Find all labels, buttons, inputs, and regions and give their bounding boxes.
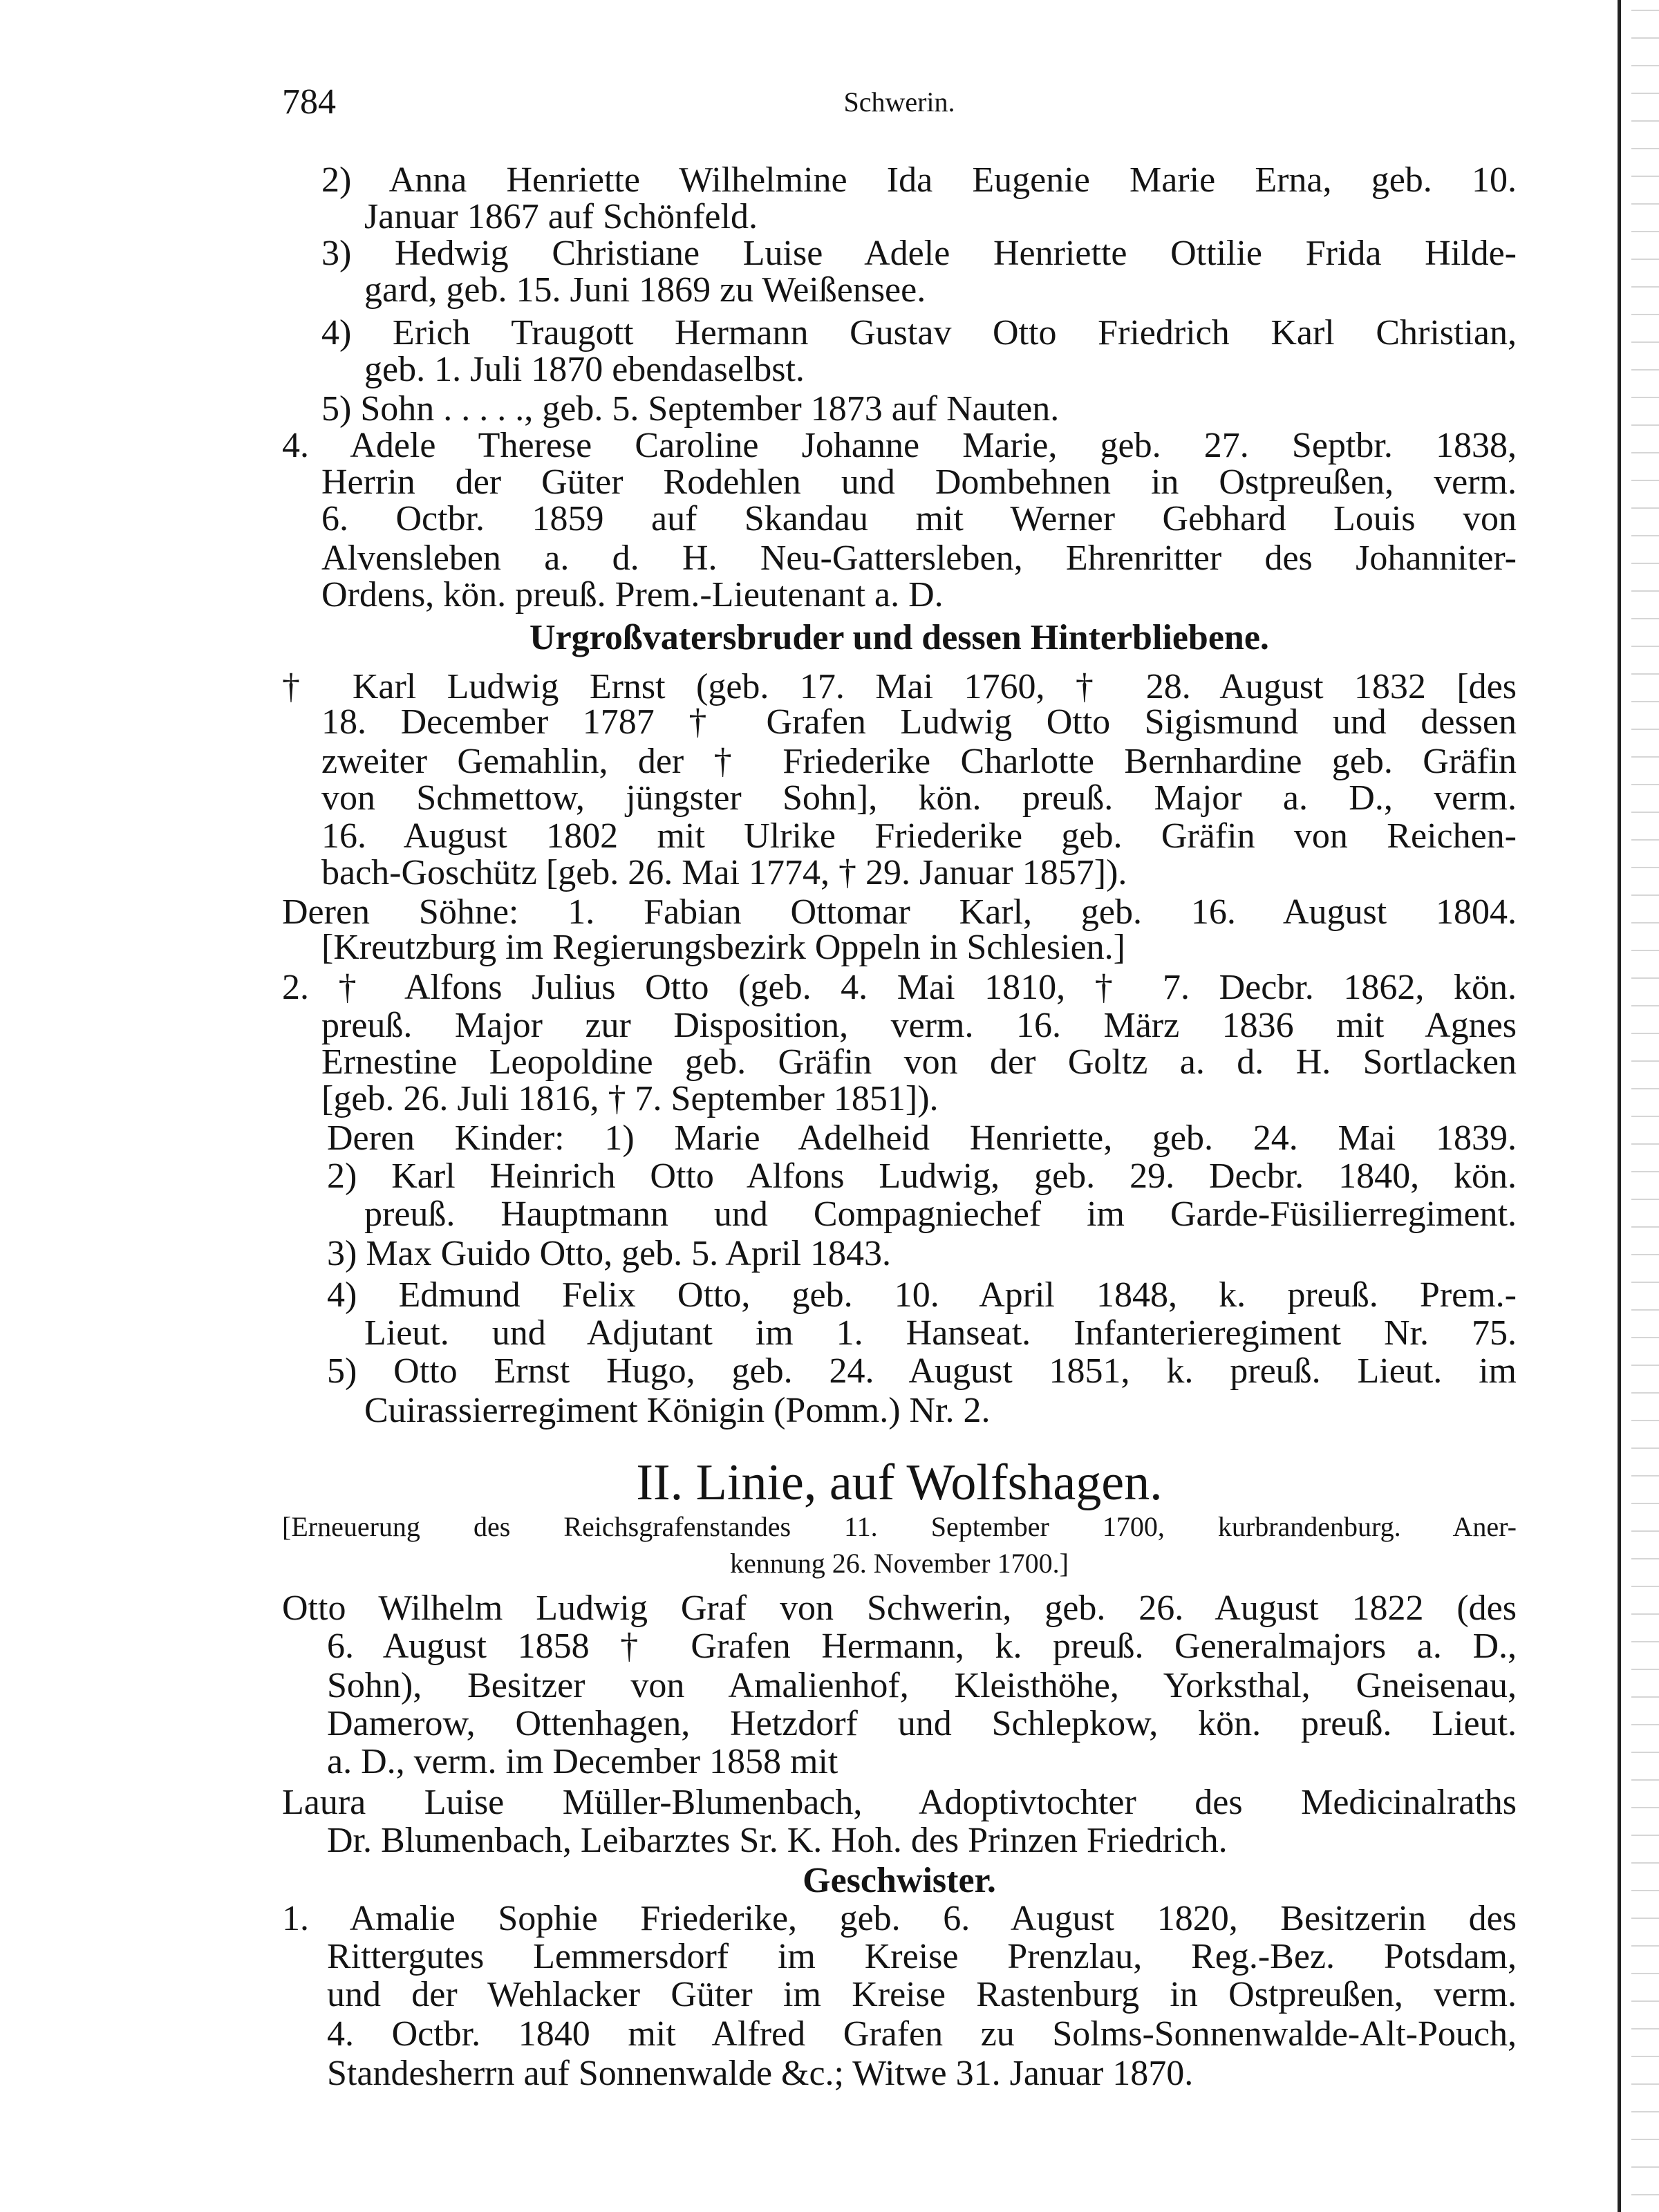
text-line: 18. December 1787 † Grafen Ludwig Otto Sigismund und dessen	[321, 702, 1517, 742]
text-line: Sohn), Besitzer von Amalienhof, Kleisthöhe, Yorksthal, Gneisenau,	[327, 1666, 1517, 1705]
text-line: bach-Goschütz [geb. 26. Mai 1774, † 29. Januar 1857]).	[321, 853, 1127, 892]
text-line: Cuirassierregiment Königin (Pomm.) Nr. 2.	[364, 1391, 991, 1430]
text-line: Januar 1867 auf Schönfeld.	[364, 197, 758, 236]
section-title: II. Linie, auf Wolfshagen.	[636, 1454, 1163, 1511]
text-line: geb. 1. Juli 1870 ebendaselbst.	[364, 350, 805, 389]
text-line: Deren Kinder: 1) Marie Adelheid Henriette, geb. 24. Mai 1839.	[327, 1118, 1517, 1158]
text-line: preuß. Major zur Disposition, verm. 16. März 1836 mit Agnes	[321, 1006, 1517, 1045]
running-title: Schwerin.	[843, 86, 955, 118]
text-line: Ordens, kön. preuß. Prem.-Lieutenant a. D.	[321, 575, 944, 615]
text-line: 5) Sohn . . . . ., geb. 5. September 1873 auf Nauten.	[321, 389, 1060, 429]
text-line: Laura Luise Müller-Blumenbach, Adoptivtochter des Medicinalraths	[282, 1783, 1517, 1822]
text-line: [geb. 26. Juli 1816, † 7. September 1851]).	[321, 1079, 939, 1118]
text-line: [Kreutzburg im Regierungsbezirk Oppeln in Schlesien.]	[321, 928, 1125, 967]
text-line: preuß. Hauptmann und Compagniechef im Garde-Füsilierregiment.	[364, 1194, 1517, 1234]
section-heading: Geschwister.	[803, 1861, 996, 1900]
text-line: Deren Söhne: 1. Fabian Ottomar Karl, geb. 16. August 1804.	[282, 892, 1517, 932]
text-line: Ernestine Leopoldine geb. Gräfin von der Goltz a. d. H. Sortlacken	[321, 1042, 1517, 1082]
text-line: 1. Amalie Sophie Friederike, geb. 6. August 1820, Besitzerin des	[282, 1899, 1517, 1938]
text-line: 4) Edmund Felix Otto, geb. 10. April 1848, k. preuß. Prem.-	[327, 1275, 1517, 1315]
text-line: Alvensleben a. d. H. Neu-Gattersleben, Ehrenritter des Johanniter-	[321, 538, 1517, 578]
text-line: 16. August 1802 mit Ulrike Friederike geb. Gräfin von Reichen-	[321, 816, 1517, 856]
text-line: 5) Otto Ernst Hugo, geb. 24. August 1851, k. preuß. Lieut. im	[327, 1351, 1517, 1391]
text-line: 3) Max Guido Otto, geb. 5. April 1843.	[327, 1234, 892, 1273]
book-binding-edge	[1618, 0, 1621, 2212]
text-line: kennung 26. November 1700.]	[730, 1548, 1069, 1579]
text-line: zweiter Gemahlin, der † Friederike Charlotte Bernhardine geb. Gräfin	[321, 742, 1517, 781]
text-line: Otto Wilhelm Ludwig Graf von Schwerin, geb. 26. August 1822 (des	[282, 1588, 1517, 1628]
text-line: 6. Octbr. 1859 auf Skandau mit Werner Gebhard Louis von	[321, 499, 1517, 538]
text-line: 2. † Alfons Julius Otto (geb. 4. Mai 1810, † 7. Decbr. 1862, kön.	[282, 968, 1517, 1007]
text-line: Herrin der Güter Rodehlen und Dombehnen in Ostpreußen, verm.	[321, 462, 1517, 502]
text-line: a. D., verm. im December 1858 mit	[327, 1742, 838, 1781]
text-line: 2) Anna Henriette Wilhelmine Ida Eugenie Marie Erna, geb. 10.	[321, 160, 1517, 200]
text-line: Standesherrn auf Sonnenwalde &c.; Witwe 31. Januar 1870.	[327, 2054, 1194, 2093]
text-line: 2) Karl Heinrich Otto Alfons Ludwig, geb. 29. Decbr. 1840, kön.	[327, 1156, 1517, 1196]
page-edge-noise	[1631, 0, 1659, 2212]
text-line: 3) Hedwig Christiane Luise Adele Henriette Ottilie Frida Hilde-	[321, 234, 1517, 273]
text-line: Damerow, Ottenhagen, Hetzdorf und Schlepkow, kön. preuß. Lieut.	[327, 1704, 1517, 1743]
text-line: Rittergutes Lemmersdorf im Kreise Prenzlau, Reg.-Bez. Potsdam,	[327, 1937, 1517, 1976]
text-line: von Schmettow, jüngster Sohn], kön. preuß. Major a. D., verm.	[321, 778, 1517, 818]
text-line: 4. Octbr. 1840 mit Alfred Grafen zu Solms-Sonnenwalde-Alt-Pouch,	[327, 2014, 1517, 2054]
text-line: † Karl Ludwig Ernst (geb. 17. Mai 1760, † 28. August 1832 [des	[282, 667, 1517, 706]
text-line: Dr. Blumenbach, Leibarztes Sr. K. Hoh. des Prinzen Friedrich.	[327, 1821, 1228, 1860]
section-heading: Urgroßvatersbruder und dessen Hinterbliebene.	[529, 618, 1269, 657]
page-number: 784	[282, 82, 336, 122]
text-line: Lieut. und Adjutant im 1. Hanseat. Infanterieregiment Nr. 75.	[364, 1313, 1517, 1353]
text-line: und der Wehlacker Güter im Kreise Rastenburg in Ostpreußen, verm.	[327, 1975, 1517, 2014]
text-line: gard, geb. 15. Juni 1869 zu Weißensee.	[364, 270, 926, 310]
text-line: [Erneuerung des Reichsgrafenstandes 11. September 1700, kurbrandenburg. Aner-	[282, 1511, 1517, 1542]
text-line: 4) Erich Traugott Hermann Gustav Otto Friedrich Karl Christian,	[321, 313, 1517, 353]
text-line: 4. Adele Therese Caroline Johanne Marie, geb. 27. Septbr. 1838,	[282, 426, 1517, 465]
text-line: 6. August 1858 † Grafen Hermann, k. preuß. Generalmajors a. D.,	[327, 1627, 1517, 1666]
